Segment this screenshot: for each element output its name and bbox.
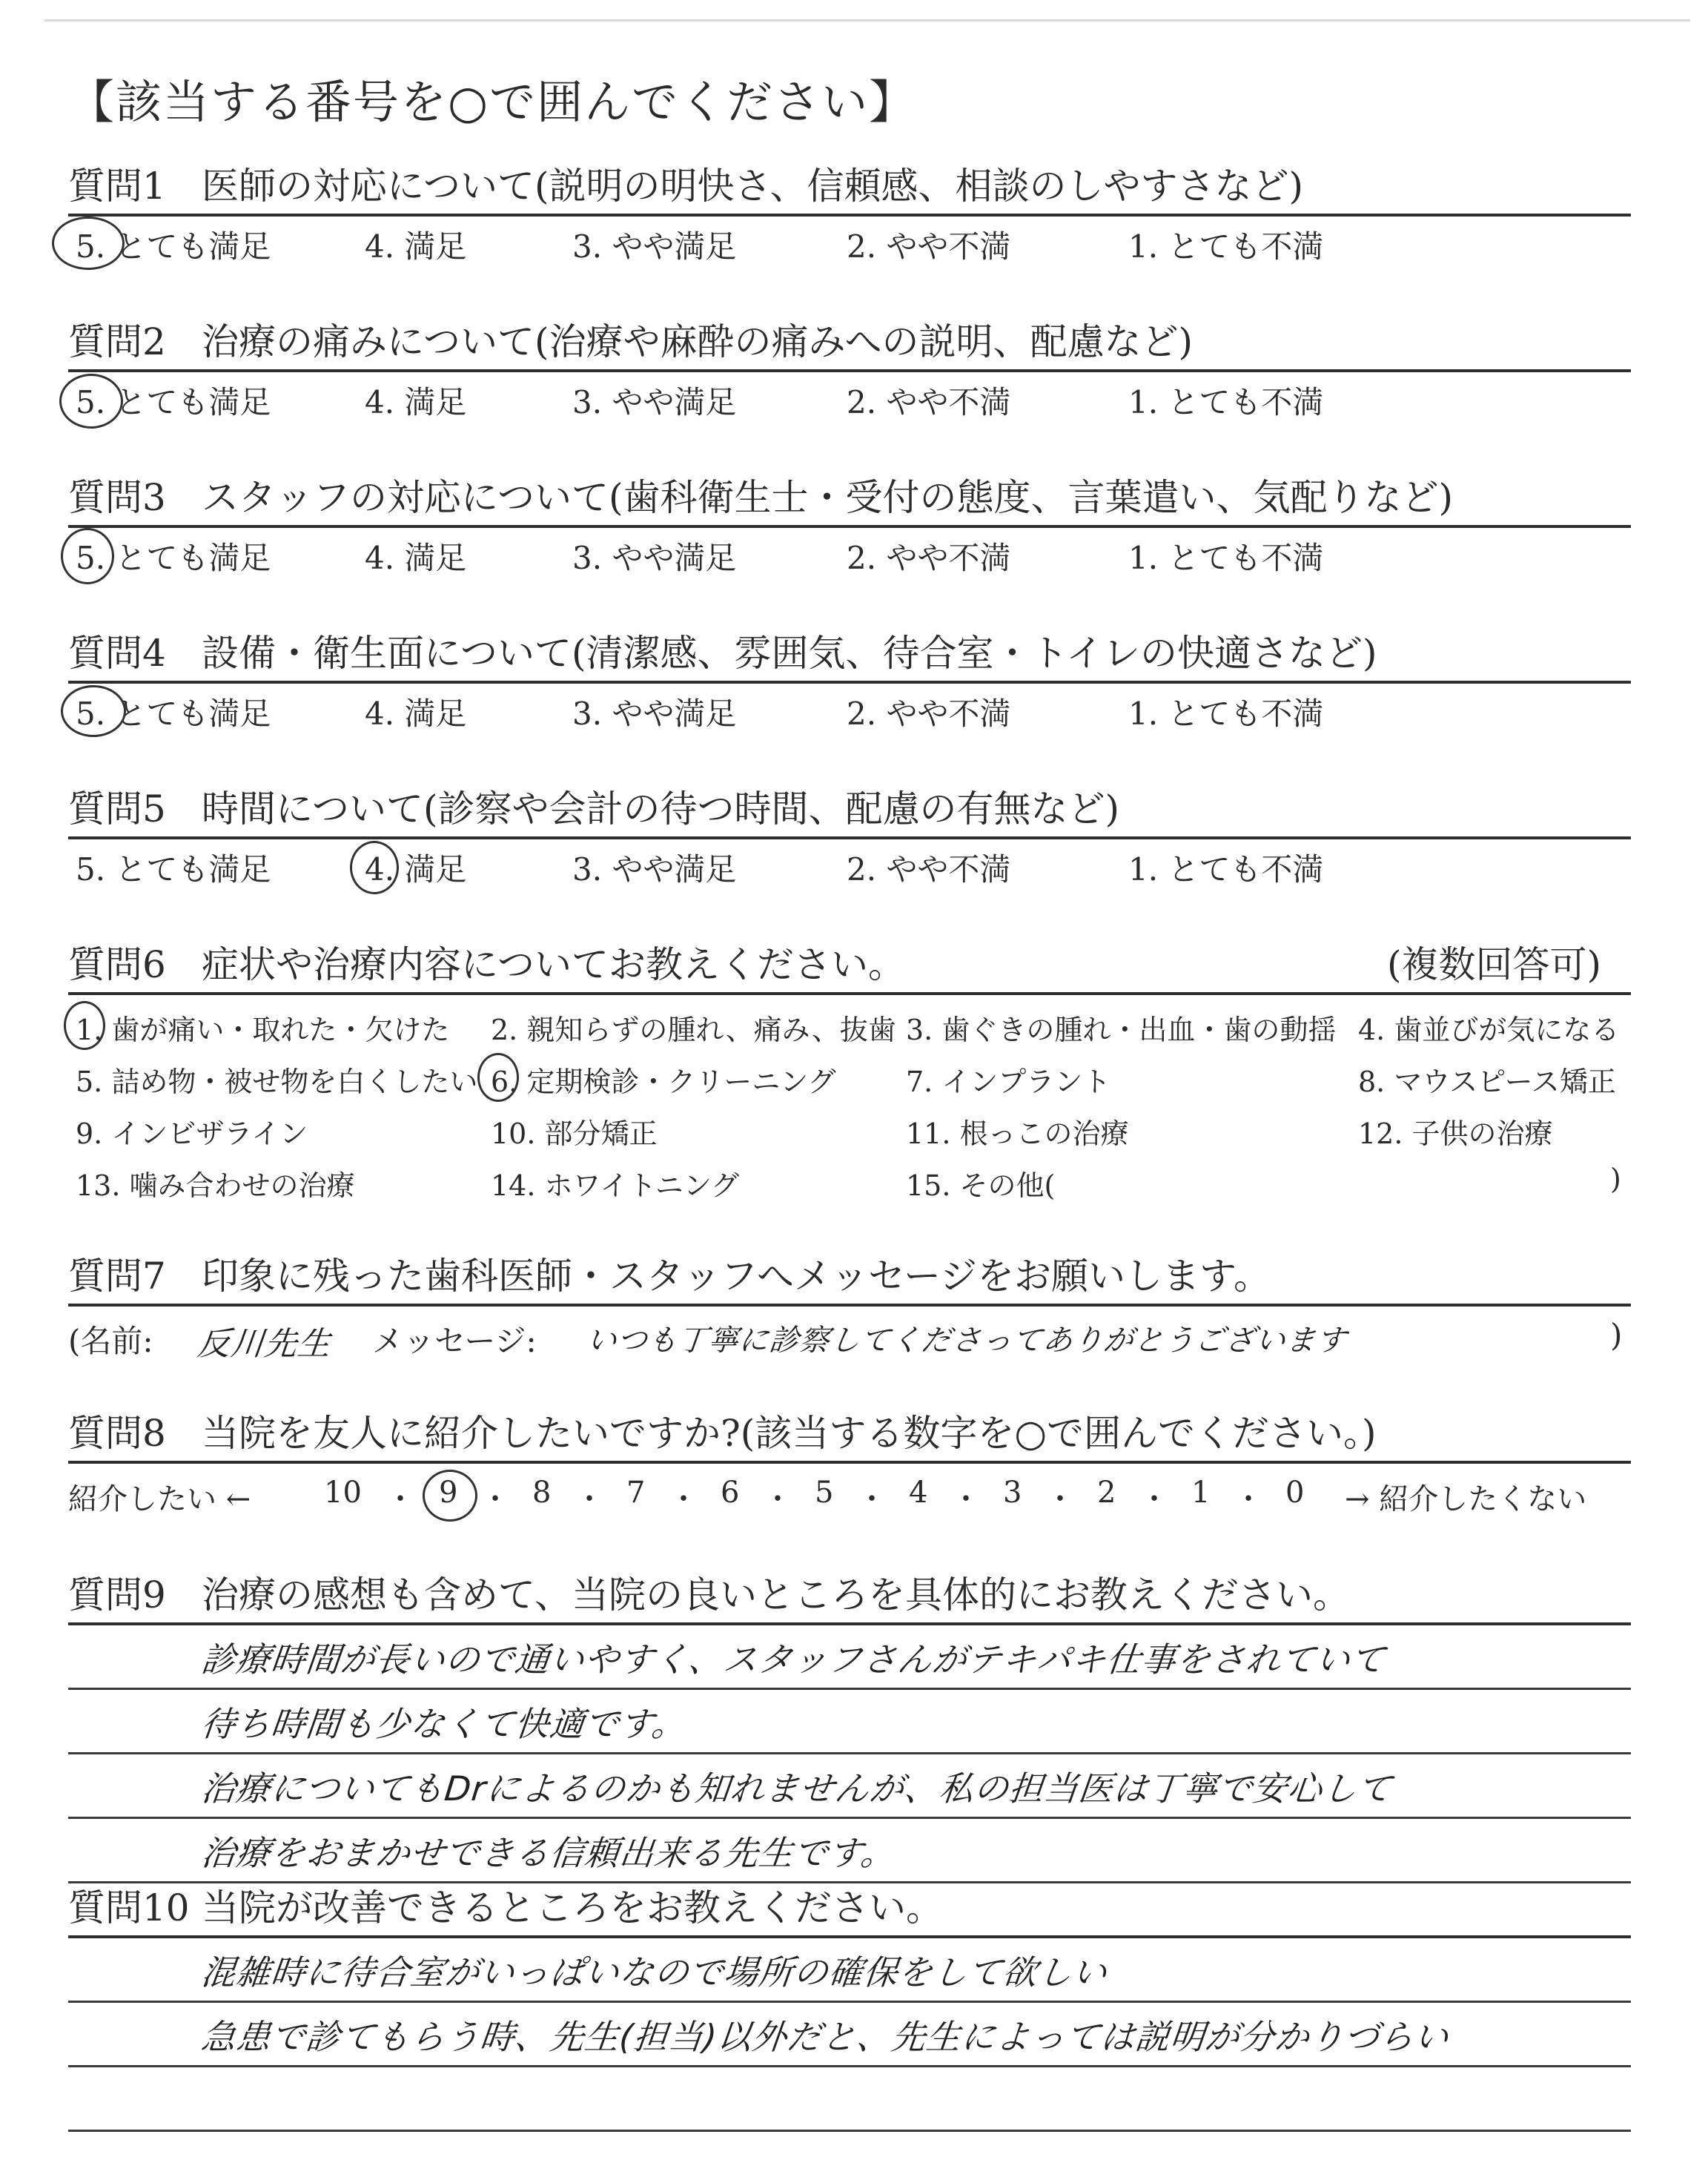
rating-options [68, 378, 1631, 423]
handwritten-answer: 混雑時に待合室がいっぱいなので場所の確保をして欲しい [199, 1952, 1110, 1992]
question-2 [68, 317, 1631, 423]
divider [68, 525, 1631, 528]
symptom-option-1[interactable]: 1. 歯が痛い・取れた・欠けた [76, 1014, 450, 1046]
selection-circle [61, 528, 114, 584]
scale-sep: ・ [1045, 1482, 1075, 1516]
option-1[interactable]: 1. とても不満 [1128, 696, 1324, 732]
answer-line[interactable] [68, 1625, 1631, 1690]
question-text: 当院を友人に紹介したいですか?(該当する数字を○で囲んでください。) [202, 1412, 1377, 1455]
option-5[interactable]: 5. とても満足 [76, 696, 271, 732]
option-1[interactable]: 1. とても不満 [1128, 228, 1324, 265]
symptom-option-5[interactable]: 5. 詰め物・被せ物を白くしたい [76, 1066, 478, 1098]
option-3[interactable]: 3. やや満足 [572, 540, 737, 576]
selection-circle [64, 1001, 105, 1050]
answer-line[interactable] [68, 2003, 1631, 2067]
scale-left-label: 紹介したい ← [68, 1482, 251, 1516]
question-4 [68, 629, 1631, 734]
option-4[interactable]: 4. 満足 [365, 228, 467, 265]
scale-value-3[interactable]: 3 [1003, 1476, 1022, 1510]
scale-value-7[interactable]: 7 [626, 1476, 646, 1510]
option-3[interactable]: 3. やや満足 [572, 384, 737, 420]
symptom-option-14[interactable]: 14. ホワイトニング [491, 1169, 740, 1202]
question-label: 質問2 [68, 320, 166, 363]
divider [68, 681, 1631, 684]
option-2[interactable]: 2. やや不満 [847, 228, 1011, 265]
rating-options [68, 534, 1631, 578]
symptom-options [68, 1007, 1631, 1222]
symptom-option-15[interactable]: 15. その他( [906, 1169, 1056, 1202]
selection-circle [61, 685, 126, 737]
selection-circle [52, 217, 125, 270]
answer-lines [68, 1938, 1631, 2132]
symptom-option-6[interactable]: 6. 定期検診・クリーニング [491, 1066, 836, 1098]
scale-value-1[interactable]: 1 [1191, 1476, 1211, 1510]
question-5 [68, 785, 1631, 890]
symptom-option-3[interactable]: 3. 歯ぐきの腫れ・出血・歯の動揺 [906, 1014, 1337, 1046]
divider [68, 1304, 1631, 1307]
symptom-option-11[interactable]: 11. 根っこの治療 [906, 1117, 1129, 1150]
scale-sep: ・ [763, 1482, 792, 1516]
rating-options [68, 690, 1631, 734]
question-label: 質問9 [68, 1573, 166, 1616]
selection-circle [59, 374, 123, 429]
message-value[interactable]: いつも丁寧に診察してくださってありがとうございます [585, 1324, 1349, 1358]
question-label: 質問1 [68, 165, 166, 208]
scale-value-8[interactable]: 8 [532, 1476, 552, 1510]
scale-sep: ・ [951, 1482, 981, 1516]
symptom-option-13[interactable]: 13. 噛み合わせの治療 [76, 1169, 355, 1202]
question-8 [68, 1409, 1631, 1517]
option-4[interactable]: 4. 満足 [365, 696, 467, 732]
divider [68, 369, 1631, 372]
option-5[interactable]: 5. とても満足 [76, 384, 271, 420]
scale-value-0[interactable]: 0 [1285, 1476, 1305, 1510]
handwritten-answer: 急患で診てもらう時、先生(担当)以外だと、先生によっては説明が分かりづらい [199, 2017, 1452, 2057]
page-heading: 【該当する番号を○で囲んでください】 [68, 75, 917, 129]
question-label: 質問5 [68, 787, 166, 830]
handwritten-answer: 治療をおまかせできる信頼出来る先生です。 [199, 1833, 898, 1873]
option-1[interactable]: 1. とても不満 [1128, 851, 1324, 888]
question-1 [68, 162, 1631, 267]
question-text: 医師の対応について(説明の明快さ、信頼感、相談のしやすさなど) [202, 165, 1304, 208]
scale-value-2[interactable]: 2 [1097, 1476, 1116, 1510]
question-text: 症状や治療内容についてお教えください。 [202, 943, 905, 986]
rating-options [68, 222, 1631, 267]
multiple-answer-note: (複数回答可) [1386, 943, 1601, 986]
handwritten-answer: 診療時間が長いので通いやすく、スタッフさんがテキパキ仕事をされていて [199, 1639, 1388, 1680]
name-value[interactable]: 反川先生 [195, 1325, 334, 1363]
question-label: 質問3 [68, 476, 166, 519]
question-7 [68, 1252, 1631, 1366]
answer-line[interactable] [68, 1754, 1631, 1819]
rating-options [68, 845, 1631, 890]
name-label: (名前: [68, 1323, 153, 1359]
symptom-option-12[interactable]: 12. 子供の治療 [1358, 1117, 1553, 1150]
question-label: 質問6 [68, 943, 166, 986]
question-label: 質問7 [68, 1255, 166, 1298]
option-3[interactable]: 3. やや満足 [572, 696, 737, 732]
scale-value-10[interactable]: 10 [324, 1476, 362, 1510]
answer-line[interactable] [68, 1690, 1631, 1754]
symptom-option-4[interactable]: 4. 歯並びが気になる [1358, 1014, 1620, 1046]
top-border [44, 19, 1690, 22]
option-2[interactable]: 2. やや不満 [847, 851, 1011, 888]
symptom-option-8[interactable]: 8. マウスピース矯正 [1358, 1066, 1616, 1098]
question-text: 時間について(診察や会計の待つ時間、配慮の有無など) [202, 787, 1120, 830]
scale-sep: ・ [480, 1482, 510, 1516]
option-4[interactable]: 4. 満足 [365, 540, 467, 576]
scale-value-9[interactable]: 9 [439, 1476, 458, 1510]
selection-circle [477, 1053, 519, 1102]
scale-sep: ・ [1139, 1482, 1169, 1516]
option-5[interactable]: 5. とても満足 [76, 851, 271, 888]
scale-sep: ・ [669, 1482, 698, 1516]
divider [68, 992, 1631, 995]
option-2[interactable]: 2. やや不満 [847, 540, 1011, 576]
question-text: 印象に残った歯科医師・スタッフへメッセージをお願いします。 [202, 1255, 1271, 1298]
scale-value-6[interactable]: 6 [721, 1476, 740, 1510]
answer-line[interactable] [68, 1819, 1631, 1883]
option-2[interactable]: 2. やや不満 [847, 384, 1011, 420]
option-1[interactable]: 1. とても不満 [1128, 384, 1324, 420]
question-text: 当院が改善できるところをお教えください。 [202, 1886, 943, 1929]
symptom-option-2[interactable]: 2. 親知らずの腫れ、痛み、抜歯 [491, 1014, 896, 1046]
answer-line[interactable] [68, 2067, 1631, 2132]
question-text: 治療の痛みについて(治療や麻酔の痛みへの説明、配慮など) [202, 320, 1194, 363]
divider [68, 1461, 1631, 1464]
selection-circle [423, 1470, 477, 1522]
option-1[interactable]: 1. とても不満 [1128, 540, 1324, 576]
message-label: メッセージ: [372, 1323, 537, 1359]
question-6 [68, 940, 1631, 1222]
option-4[interactable]: 4. 満足 [365, 384, 467, 420]
option-4[interactable]: 4. 満足 [365, 851, 467, 888]
recommend-scale [68, 1471, 1631, 1517]
question-3 [68, 473, 1631, 578]
other-close-paren: ) [1610, 1163, 1621, 1195]
divider [68, 836, 1631, 839]
option-5[interactable]: 5. とても満足 [76, 228, 271, 265]
question-label: 質問10 [68, 1886, 190, 1929]
option-2[interactable]: 2. やや不満 [847, 696, 1011, 732]
scale-sep: ・ [857, 1482, 887, 1516]
scale-sep: ・ [1234, 1482, 1263, 1516]
question-9 [68, 1571, 1631, 1883]
symptom-option-10[interactable]: 10. 部分矯正 [491, 1117, 658, 1150]
option-3[interactable]: 3. やや満足 [572, 851, 737, 888]
symptom-option-9[interactable]: 9. インビザライン [76, 1117, 308, 1150]
scale-sep: ・ [575, 1482, 604, 1516]
symptom-option-7[interactable]: 7. インプラント [906, 1066, 1111, 1098]
question-label: 質問8 [68, 1412, 166, 1455]
scale-value-5[interactable]: 5 [815, 1476, 834, 1510]
option-3[interactable]: 3. やや満足 [572, 228, 737, 265]
question-text: 設備・衛生面について(清潔感、雰囲気、待合室・トイレの快適さなど) [202, 632, 1377, 675]
message-row [68, 1314, 1631, 1366]
question-text: 治療の感想も含めて、当院の良いところを具体的にお教えください。 [202, 1573, 1350, 1616]
scale-value-4[interactable]: 4 [909, 1476, 928, 1510]
selection-circle [350, 841, 399, 894]
divider [68, 214, 1631, 217]
handwritten-answer: 待ち時間も少なくて快適です。 [199, 1704, 689, 1744]
scale-sep: ・ [385, 1482, 415, 1516]
question-10 [68, 1883, 1631, 2132]
answer-lines [68, 1625, 1631, 1883]
question-text: スタッフの対応について(歯科衛生士・受付の態度、言葉遣い、気配りなど) [202, 476, 1454, 519]
handwritten-answer: 治療についてもDrによるのかも知れませんが、私の担当医は丁寧で安心して [199, 1768, 1394, 1809]
answer-line[interactable] [68, 1938, 1631, 2003]
option-5[interactable]: 5. とても満足 [76, 540, 271, 576]
question-label: 質問4 [68, 632, 166, 675]
close-paren: ) [1610, 1317, 1623, 1353]
scale-right-label: → 紹介したくない [1345, 1482, 1587, 1516]
